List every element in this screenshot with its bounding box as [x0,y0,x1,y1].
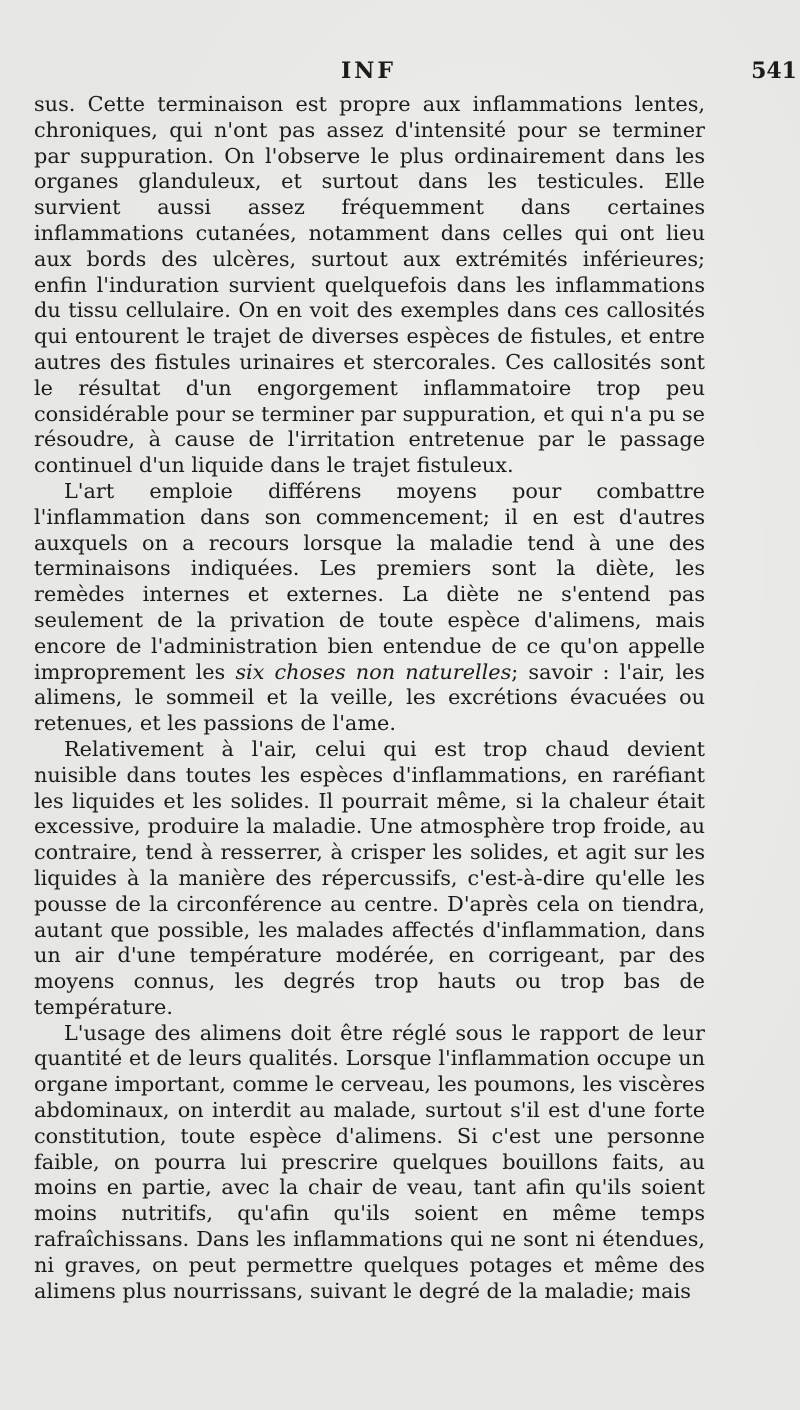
text-segment: ; savoir : l'air, les alimens, le sommeil et la veille, les excrétions évacuées ou retenues, et les passions de l'ame. [34,659,705,736]
body-text [34,92,705,1304]
paragraph-4 [34,1021,705,1305]
text-segment: sus. Cette terminaison est propre aux inflammations lentes, chroniques, qui n'ont pas assez d'intensité pour se terminer par suppuration. On l'observe le plus ordinairement dans les organes glanduleux, et surtout dans les testicules. Elle survient aussi assez fréquemment dans certaines inflammations cutanées, notamment dans celles qui ont lieu aux bords des ulcères, surtout aux extrémités inférieures; enfin l'induration survient quelquefois dans les inflammations du tissu cellulaire. On en voit des exemples dans ces callosités qui entourent le trajet de diverses espèces de fistules, et entre autres des fistules urinaires et stercorales. Ces callosités sont le résultat d'un engorgement inflammatoire trop peu considérable pour se terminer par suppuration, et qui n'a pu se résoudre, à cause de l'irritation entretenue par le passage continuel d'un liquide dans le trajet fistuleux. [34,92,705,478]
text-segment: L'usage des alimens doit être réglé sous le rapport de leur quantité et de leurs qualités. Lorsque l'inflammation occupe un organe important, comme le cerveau, les poumons, les viscères abdominaux, on interdit au malade, surtout s'il est d'une forte constitution, toute espèce d'alimens. Si c'est une personne faible, on pourra lui prescrire quelques bouillons faits, au moins en partie, avec la chair de veau, tant afin qu'ils soient moins nutritifs, qu'afin qu'ils soient en même temps rafraîchissans. Dans les inflammations qui ne sont ni étendues, ni graves, on peut permettre quelques potages et même des alimens plus nourrissans, suivant le degré de la maladie; mais [34,1020,705,1303]
paragraph-2 [34,479,705,737]
italic-phrase: six choses non naturelles [235,659,512,684]
paragraph-3 [34,737,705,1021]
paragraph-1 [34,92,705,479]
text-segment: Relativement à l'air, celui qui est trop chaud devient nuisible dans toutes les espèces d'inflammations, en raréfiant les liquides et les solides. Il pourrait même, si la chaleur était excessive, produire la maladie. Une atmosphère trop froide, au contraire, tend à resserrer, à crisper les solides, et agit sur les liquides à la manière des répercussifs, c'est-à-dire qu'elle les pousse de la circonférence au centre. D'après cela on tiendra, autant que possible, les malades affectés d'inflammation, dans un air d'une température modérée, en corrigeant, par des moyens connus, les degrés trop hauts ou trop bas de température. [34,736,705,1019]
page-number: 541 [751,58,797,84]
page-title: INF [341,58,397,84]
running-head [34,58,797,92]
text-segment: L'art emploie différens moyens pour combattre l'inflammation dans son commencement; il en est d'autres auxquels on a recours lorsque la maladie tend à une des terminaisons indiquées. Les premiers sont la diète, les remèdes internes et externes. La diète ne s'entend pas seulement de la privation de toute espèce d'alimens, mais encore de l'administration bien entendue de ce qu'on appelle improprement les [34,478,705,684]
